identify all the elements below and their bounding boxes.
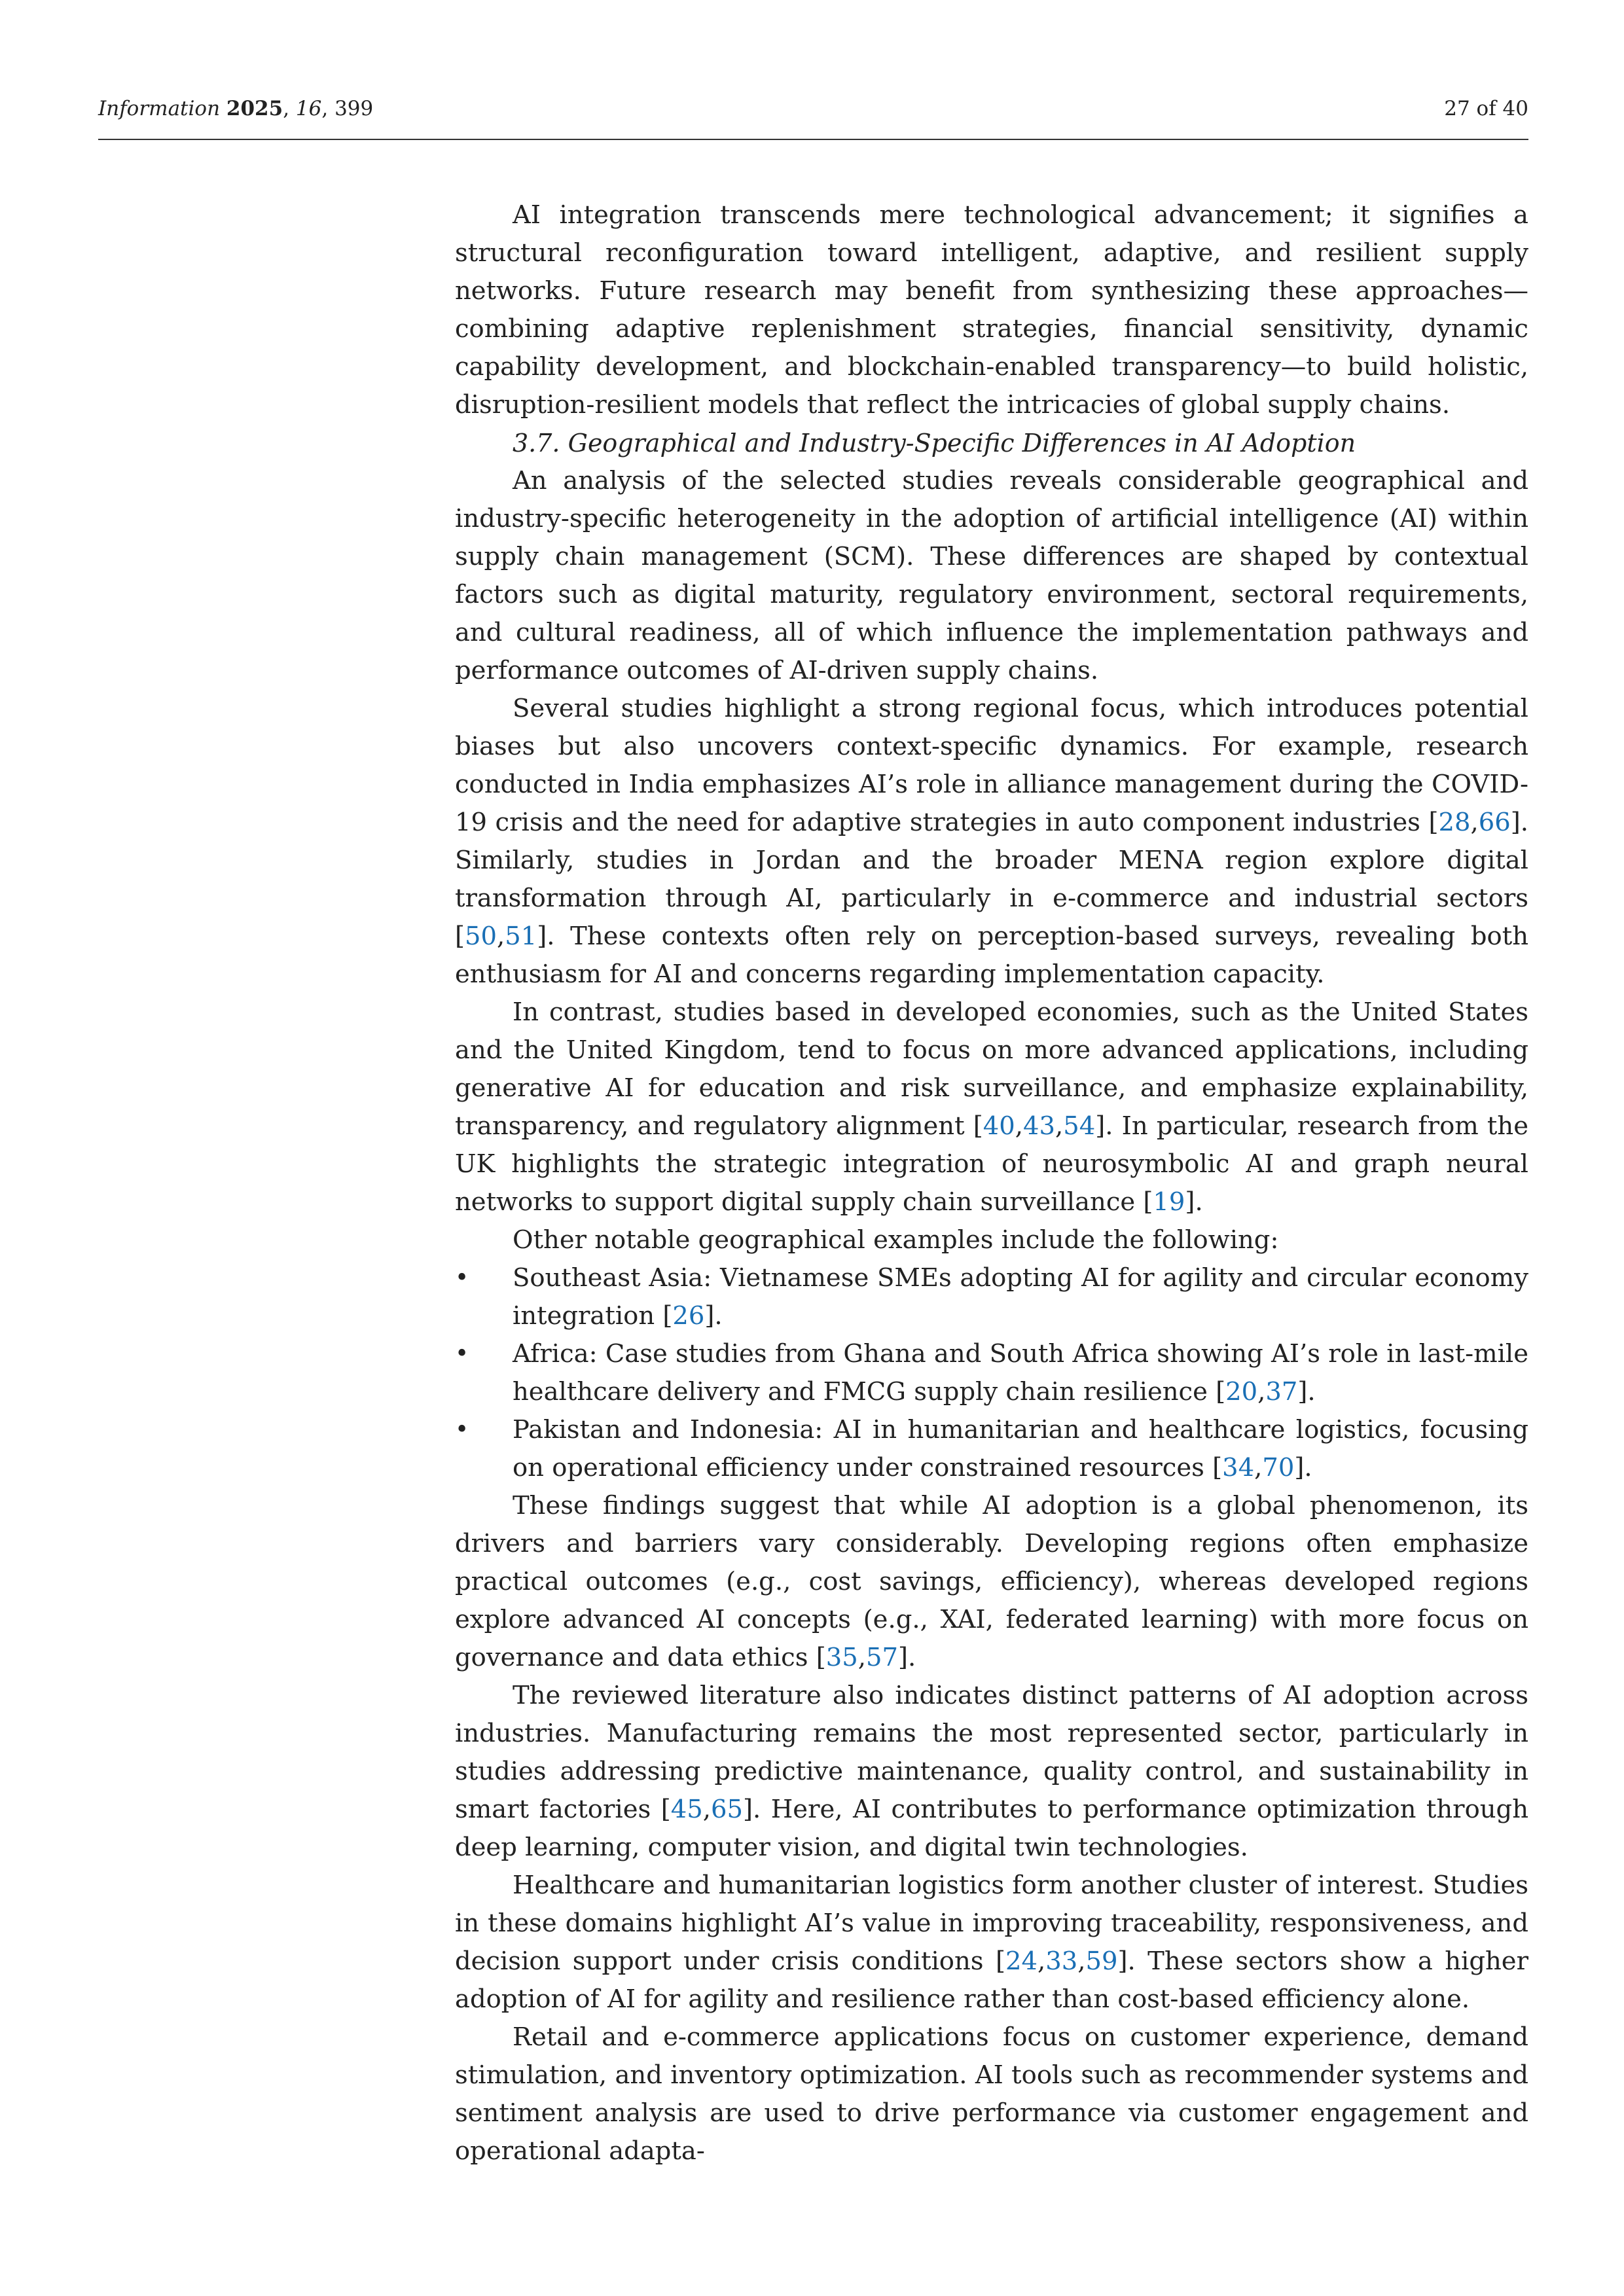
citation-link[interactable]: 59 (1085, 1946, 1118, 1976)
journal-volume: 16 (295, 97, 322, 120)
citation-link[interactable]: 70 (1262, 1453, 1295, 1482)
citation-link[interactable]: 33 (1045, 1946, 1078, 1976)
citation-link[interactable]: 19 (1153, 1187, 1185, 1217)
text-run: ]. In particular, research from the UK highlights the strategic integration of neurosymbolic AI and graph neural networks to support digital supply chain surveillance [ (455, 1111, 1528, 1217)
paragraph: Retail and e-commerce applications focus on customer experience, demand stimulation, and inventory optimization. AI tools such as recommender systems and sentiment analysis are used to drive performance via customer engagement and operational adapta- (455, 2022, 1528, 2166)
citation-link[interactable]: 28 (1438, 808, 1471, 837)
bullet-icon: • (455, 1340, 469, 1367)
journal-citation: Information 2025, 16, 399 (98, 97, 374, 120)
page-number: 27 of 40 (1444, 97, 1528, 120)
citation-link[interactable]: 45 (670, 1795, 703, 1824)
text-run: ]. (1185, 1187, 1203, 1217)
citation-link[interactable]: 51 (505, 922, 537, 951)
text-run: ]. These sectors show a higher adoption of AI for agility and resilience rather than cost-based efficiency alone. (455, 1946, 1528, 2014)
text-run: Healthcare and humanitarian logistics form another cluster of interest. Studies in these domains highlight AI’s value in improving traceability, responsiveness, and decision support under crisis conditions [ (455, 1871, 1528, 1976)
text-run: ]. (704, 1301, 723, 1331)
paragraph: An analysis of the selected studies reveals considerable geographical and industry-specific heterogeneity in the adoption of artificial intelligence (AI) within supply chain management (SCM). These differences are shaped by contextual factors such as digital maturity, regulatory environment, sectoral requirements, and cultural readiness, all of which influence the implementation pathways and performance outcomes of AI-driven supply chains. (455, 466, 1528, 685)
paragraph: Several studies highlight a strong regional focus, which introduces potential biases but also uncovers context-specific dynamics. For example, research conducted in India emphasizes AI’s role in alliance management during the COVID-19 crisis and the need for adaptive strategies in auto component industries [28,66]. Similarly, studies in Jordan and the broader MENA region explore digital transformation through AI, particularly in e-commerce and industrial sectors [50,51]. These contexts often rely on perception-based surveys, revealing both enthusiasm for AI and concerns regarding implementation capacity. (455, 694, 1528, 989)
bullet-list (455, 1259, 1528, 1487)
list-item: • Pakistan and Indonesia: AI in humanitarian and healthcare logistics, focusing on operational efficiency under constrained resources [34,70]. (455, 1411, 1528, 1487)
citation-link[interactable]: 65 (711, 1795, 743, 1824)
journal-year: 2025 (226, 97, 283, 120)
journal-name: Information (98, 97, 221, 120)
article-number: , 399 (321, 97, 374, 120)
text-run: In contrast, studies based in developed economies, such as the United States and the United Kingdom, tend to focus on more advanced applications, including generative AI for education and risk surveillance, and emphasize explainability, transparency, and regulatory alignment [ (455, 997, 1528, 1141)
citation-link[interactable]: 54 (1063, 1111, 1096, 1141)
paragraph: Other notable geographical examples include the following: (513, 1225, 1279, 1255)
paragraph: The reviewed literature also indicates distinct patterns of AI adoption across industries. Manufacturing remains the most represented sector, particularly in studies addressing predictive maintenance, quality control, and sustainability in smart factories [45,65]. Here, AI contributes to performance optimization through deep learning, computer vision, and digital twin technologies. (455, 1681, 1528, 1862)
section-heading: 3.7. Geographical and Industry-Specific Differences in AI Adoption (513, 429, 1356, 457)
citation-link[interactable]: 24 (1005, 1946, 1038, 1976)
citation-link[interactable]: 66 (1478, 808, 1511, 837)
list-item (455, 1259, 1528, 1335)
text-run: ]. (897, 1643, 916, 1672)
citation-link[interactable]: 40 (983, 1111, 1015, 1141)
article-body (455, 196, 1528, 2170)
citation-link[interactable]: 34 (1222, 1453, 1255, 1482)
citation-link[interactable]: 35 (825, 1643, 858, 1672)
text-run: Pakistan and Indonesia: AI in humanitarian and healthcare logistics, focusing on operational efficiency under constrained resources [ (513, 1415, 1528, 1482)
list-item: • Africa: Case studies from Ghana and South Africa showing AI’s role in last-mile healthcare delivery and FMCG supply chain resilience [20,37]. (455, 1335, 1528, 1411)
paragraph: These findings suggest that while AI adoption is a global phenomenon, its drivers and barriers vary considerably. Developing regions often emphasize practical outcomes (e.g., cost savings, efficiency), whereas developed regions explore advanced AI concepts (e.g., XAI, federated learning) with more focus on governance and data ethics [35,57]. (455, 1491, 1528, 1672)
text-run: These findings suggest that while AI adoption is a global phenomenon, its drivers and barriers vary considerably. Developing regions often emphasize practical outcomes (e.g., cost savings, efficiency), whereas developed regions explore advanced AI concepts (e.g., XAI, federated learning) with more focus on governance and data ethics [ (455, 1491, 1528, 1672)
text-run: ]. Here, AI contributes to performance optimization through deep learning, computer vision, and digital twin technologies. (455, 1795, 1528, 1862)
citation-link[interactable]: 20 (1225, 1377, 1258, 1407)
citation-link[interactable]: 26 (672, 1301, 705, 1331)
citation-link[interactable]: 37 (1265, 1377, 1298, 1407)
citation-link[interactable]: 50 (465, 922, 497, 951)
text-run: ]. These contexts often rely on perception-based surveys, revealing both enthusiasm for AI and concerns regarding implementation capacity. (455, 922, 1528, 989)
text-run: ]. (1294, 1453, 1312, 1482)
paragraph: AI integration transcends mere technological advancement; it signifies a structural reconfiguration toward intelligent, adaptive, and resilient supply networks. Future research may benefit from synthesizing these approaches—combining adaptive replenishment strategies, financial sensitivity, dynamic capability development, and blockchain-enabled transparency—to build holistic, disruption-resilient models that reflect the intricacies of global supply chains. (455, 200, 1528, 420)
text-run: Africa: Case studies from Ghana and South Africa showing AI’s role in last-mile healthcare delivery and FMCG supply chain resilience [ (513, 1339, 1528, 1407)
paragraph: In contrast, studies based in developed economies, such as the United States and the United Kingdom, tend to focus on more advanced applications, including generative AI for education and risk surveillance, and emphasize explainability, transparency, and regulatory alignment [40,43,54]. In particular, research from the UK highlights the strategic integration of neurosymbolic AI and graph neural networks to support digital supply chain surveillance [19]. (455, 997, 1528, 1217)
text-run: Several studies highlight a strong regional focus, which introduces potential biases but also uncovers context-specific dynamics. For example, research conducted in India emphasizes AI’s role in alliance management during the COVID-19 crisis and the need for adaptive strategies in auto component industries [ (455, 694, 1528, 837)
text-run: Southeast Asia: Vietnamese SMEs adopting AI for agility and circular economy integration [ (513, 1263, 1528, 1331)
bullet-icon: • (455, 1265, 469, 1291)
citation-link[interactable]: 43 (1023, 1111, 1055, 1141)
bullet-icon: • (455, 1416, 469, 1443)
text-run: ]. (1297, 1377, 1316, 1407)
citation-link[interactable]: 57 (865, 1643, 898, 1672)
page-header (98, 90, 1528, 140)
paragraph: Healthcare and humanitarian logistics form another cluster of interest. Studies in these domains highlight AI’s value in improving traceability, responsiveness, and decision support under crisis conditions [24,33,59]. These sectors show a higher adoption of AI for agility and resilience rather than cost-based efficiency alone. (455, 1871, 1528, 2014)
text-run: The reviewed literature also indicates distinct patterns of AI adoption across industries. Manufacturing remains the most represented sector, particularly in studies addressing predictive maintenance, quality control, and sustainability in smart factories [ (455, 1681, 1528, 1824)
text-run: ]. Similarly, studies in Jordan and the broader MENA region explore digital transformation through AI, particularly in e-commerce and industrial sectors [ (455, 808, 1528, 951)
